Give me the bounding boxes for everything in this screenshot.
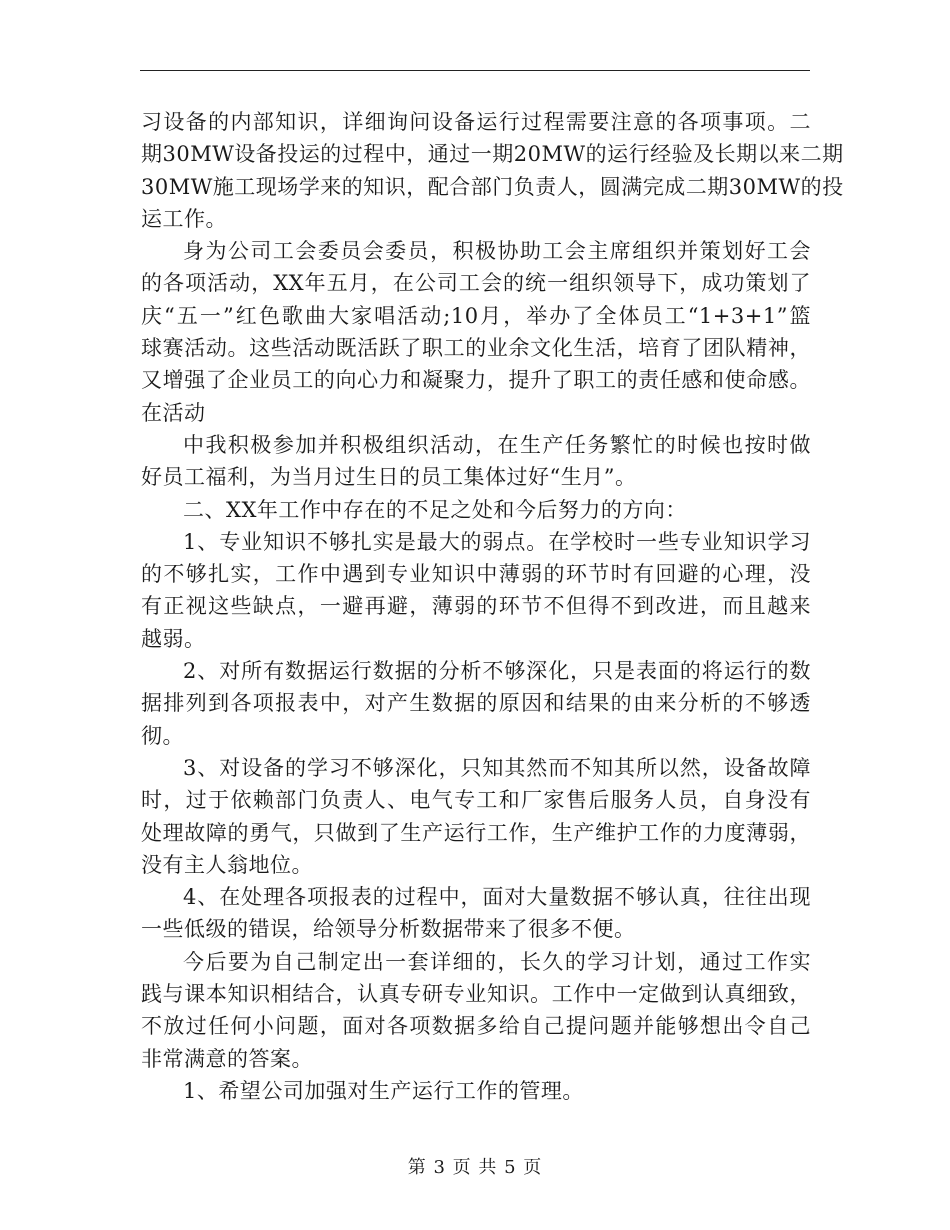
text-line: 1、希望公司加强对生产运行工作的管理。 [183, 1078, 584, 1103]
text-line: 运工作。 [141, 206, 227, 231]
text-line: 践与课本知识相结合，认真专研专业知识。工作中一定做到认真细致， [141, 982, 811, 1007]
text-line: 时，过于依赖部门负责人、电气专工和厂家售后服务人员，自身没有 [141, 788, 811, 813]
text-line: 中我积极参加并积极组织活动，在生产任务繁忙的时候也按时做 [183, 432, 811, 457]
text-line: 一些低级的错误，给领导分析数据带来了很多不便。 [141, 917, 636, 942]
text-line: 2、对所有数据运行数据的分析不够深化，只是表面的将运行的数 [183, 659, 811, 684]
text-line: 二、XX年工作中存在的不足之处和今后努力的方向： [183, 497, 687, 522]
text-line: 期30MW设备投运的过程中，通过一期20MW的运行经验及长期以来二期 [141, 142, 844, 167]
header-rule [140, 70, 810, 71]
text-line: 在活动 [141, 400, 206, 425]
text-line: 非常满意的答案。 [141, 1046, 313, 1071]
text-line: 球赛活动。这些活动既活跃了职工的业余文化生活，培育了团队精神， [141, 336, 811, 361]
text-line: 习设备的内部知识，详细询问设备运行过程需要注意的各项事项。二 [141, 110, 811, 134]
text-line: 据排列到各项报表中，对产生数据的原因和结果的由来分析的不够透 [141, 691, 811, 716]
text-line: 彻。 [141, 723, 184, 748]
text-line: 不放过任何小问题，面对各项数据多给自己提问题并能够想出令自己 [141, 1014, 811, 1039]
text-line: 庆“五一”红色歌曲大家唱活动;10月，举办了全体员工“1+3+1”篮 [141, 303, 811, 328]
text-line: 处理故障的勇气，只做到了生产运行工作，生产维护工作的力度薄弱， [141, 820, 811, 845]
text-line: 好员工福利，为当月过生日的员工集体过好“生月”。 [141, 465, 637, 490]
text-line: 有正视这些缺点，一避再避，薄弱的环节不但得不到改进，而且越来 [141, 594, 811, 619]
text-line: 的不够扎实，工作中遇到专业知识中薄弱的环节时有回避的心理，没 [141, 562, 811, 587]
text-line: 的各项活动，XX年五月，在公司工会的统一组织领导下，成功策划了 [141, 271, 811, 296]
text-line: 身为公司工会委员会委员，积极协助工会主席组织并策划好工会 [183, 239, 811, 264]
body-text [141, 106, 844, 1107]
text-line: 30MW施工现场学来的知识，配合部门负责人，圆满完成二期30MW的投 [141, 174, 844, 199]
text-line: 没有主人翁地位。 [141, 852, 313, 877]
text-line: 4、在处理各项报表的过程中，面对大量数据不够认真，往往出现 [183, 885, 811, 910]
text-line: 3、对设备的学习不够深化，只知其然而不知其所以然，设备故障 [183, 755, 811, 780]
page-footer: 第 3 页 共 5 页 [407, 1157, 543, 1178]
text-line: 越弱。 [141, 626, 206, 651]
text-line: 1、专业知识不够扎实是最大的弱点。在学校时一些专业知识学习 [183, 529, 811, 554]
text-line: 今后要为自己制定出一套详细的，长久的学习计划，通过工作实 [183, 949, 811, 974]
text-line: 又增强了企业员工的向心力和凝聚力，提升了职工的责任感和使命感。 [141, 368, 811, 393]
